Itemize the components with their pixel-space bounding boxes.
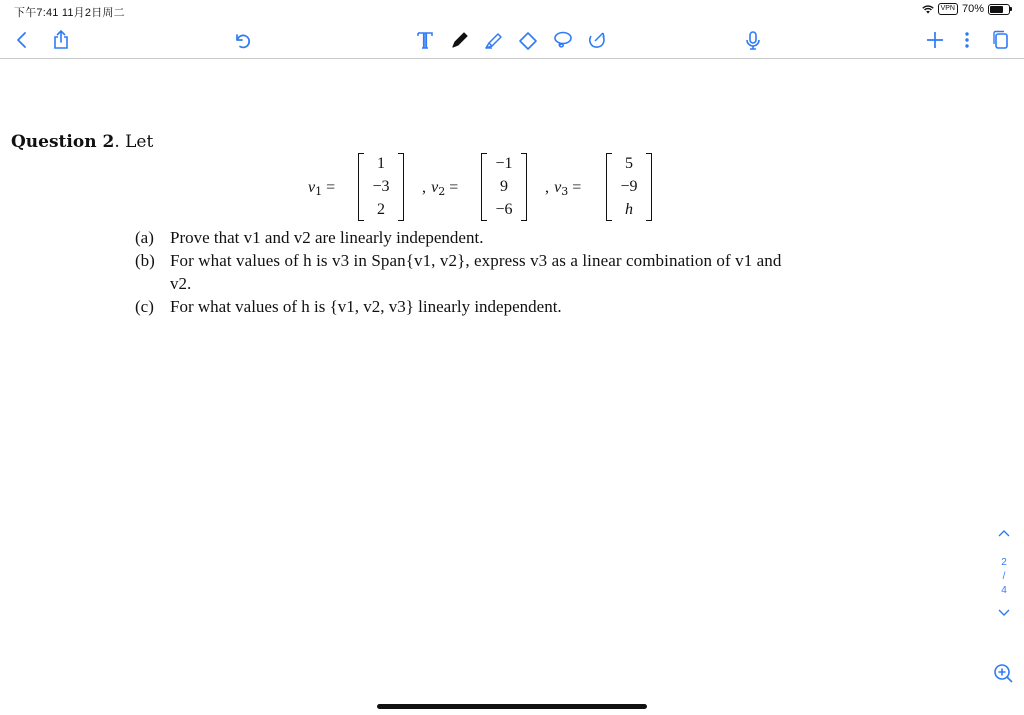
v2-entry: −6 bbox=[495, 201, 513, 218]
part-c-text: For what values of h is {v1, v2, v3} linearly independent. bbox=[170, 297, 562, 316]
part-a-text: Prove that v1 and v2 are linearly independent. bbox=[170, 228, 484, 247]
question-intro: . Let bbox=[114, 132, 154, 152]
back-icon[interactable] bbox=[10, 27, 36, 53]
status-right bbox=[922, 3, 1010, 15]
document-page[interactable] bbox=[0, 59, 1024, 715]
lasso-icon[interactable] bbox=[550, 27, 576, 53]
question-title: Question 2 bbox=[11, 132, 115, 152]
v3-entry: −9 bbox=[620, 178, 638, 195]
part-b-label: (b) bbox=[135, 251, 155, 270]
home-indicator[interactable] bbox=[377, 704, 647, 709]
battery-icon bbox=[988, 4, 1010, 15]
battery-fill bbox=[990, 6, 1003, 13]
pen-icon[interactable] bbox=[447, 27, 473, 53]
v2-entry: −1 bbox=[495, 155, 513, 172]
v3-entry: h bbox=[625, 201, 633, 218]
share-icon[interactable] bbox=[48, 27, 74, 53]
v2-vector bbox=[481, 153, 527, 221]
current-page-number: 2 bbox=[1001, 557, 1007, 568]
text-tool-icon[interactable] bbox=[412, 27, 438, 53]
v2-entry: 9 bbox=[500, 178, 508, 195]
total-pages: 4 bbox=[1001, 585, 1007, 596]
highlighter-icon[interactable] bbox=[481, 27, 507, 53]
part-b-text-continued: v2. bbox=[170, 274, 192, 293]
page-navigator bbox=[996, 528, 1012, 622]
v1-entry: 2 bbox=[377, 201, 385, 218]
question-heading bbox=[11, 132, 153, 152]
add-page-icon[interactable] bbox=[922, 27, 948, 53]
part-c-label: (c) bbox=[135, 297, 154, 316]
vector-definitions bbox=[300, 153, 680, 223]
undo-icon[interactable] bbox=[229, 27, 255, 53]
v1-label: $v_1$ = bbox=[308, 179, 336, 198]
wifi-icon bbox=[922, 5, 934, 14]
status-time: 下午7:41 11月2日周二 bbox=[14, 7, 125, 19]
vpn-badge: VPN bbox=[938, 3, 958, 15]
part-b-text: For what values of h is v3 in Span{v1, v2}, express v3 as a linear combination of v1 and bbox=[170, 251, 782, 270]
eraser-icon[interactable] bbox=[515, 27, 541, 53]
v3-vector bbox=[606, 153, 652, 221]
microphone-icon[interactable] bbox=[740, 27, 766, 53]
v1-entry: 1 bbox=[377, 155, 385, 172]
status-bar bbox=[0, 0, 1024, 22]
part-a-label: (a) bbox=[135, 228, 154, 247]
previous-page-icon[interactable] bbox=[996, 528, 1012, 542]
page-divider: / bbox=[1002, 571, 1006, 582]
toolbar bbox=[0, 22, 1024, 59]
v3-label: , $v_3$ = bbox=[545, 179, 582, 198]
v3-entry: 5 bbox=[625, 155, 633, 172]
battery-percent: 70% bbox=[961, 3, 984, 15]
pages-icon[interactable] bbox=[988, 27, 1014, 53]
next-page-icon[interactable] bbox=[996, 608, 1012, 622]
v2-label: , $v_2$ = bbox=[422, 179, 459, 198]
v1-entry: −3 bbox=[372, 178, 390, 195]
shapes-icon[interactable] bbox=[584, 27, 610, 53]
more-icon[interactable] bbox=[954, 27, 980, 53]
v1-vector bbox=[358, 153, 404, 221]
zoom-in-icon[interactable] bbox=[992, 662, 1014, 684]
